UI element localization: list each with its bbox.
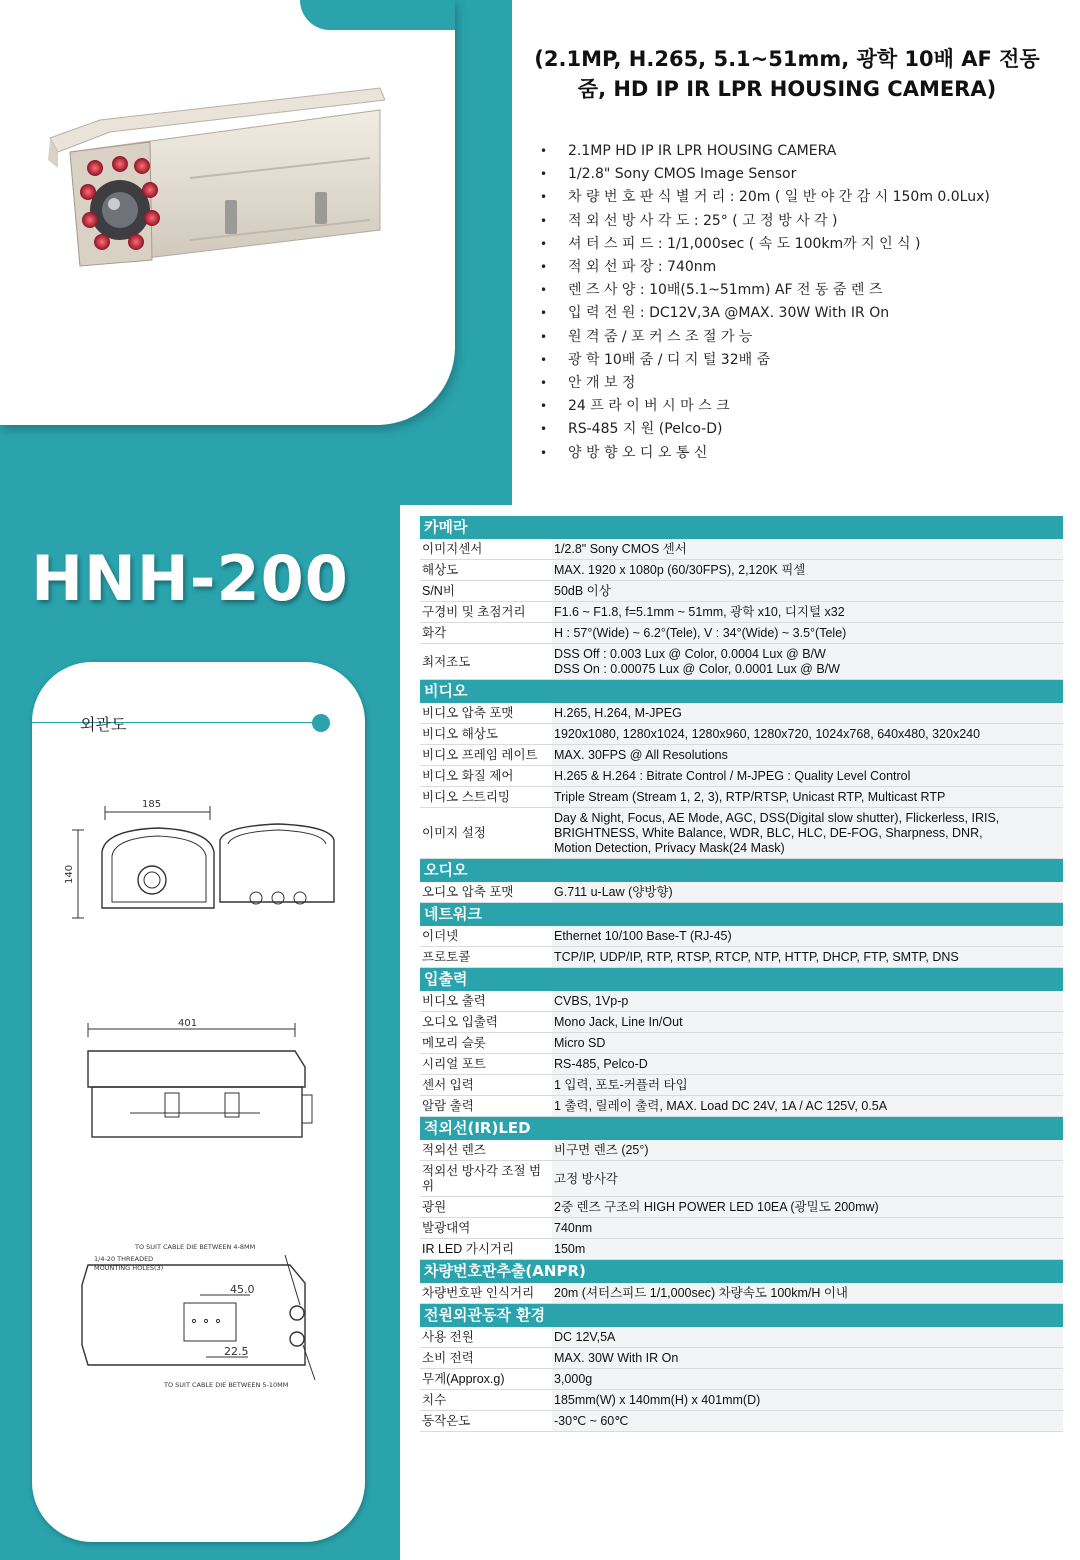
spec-row xyxy=(420,1369,1063,1390)
spec-row xyxy=(420,539,1063,560)
spec-section-header xyxy=(420,903,1063,927)
page-title xyxy=(512,44,1062,104)
spec-value-line: Triple Stream (Stream 1, 2, 3), RTP/RTSP, Unicast RTP, Multicast RTP xyxy=(554,790,946,804)
spec-value xyxy=(552,1096,1063,1117)
side-view-drawing xyxy=(60,1015,360,1150)
spec-row xyxy=(420,1140,1063,1161)
spec-value xyxy=(552,602,1063,623)
dim-length-text: 401 xyxy=(178,1018,198,1029)
spec-section-title: 적외선(IR)LED xyxy=(420,1117,1063,1141)
drawing-divider xyxy=(32,722,322,723)
spec-row xyxy=(420,703,1063,724)
spec-value xyxy=(552,1239,1063,1260)
spec-label: 오디오 압축 포맷 xyxy=(420,882,552,903)
spec-value-line: 고정 방사각 xyxy=(554,1171,618,1186)
spec-value xyxy=(552,1390,1063,1411)
spec-label: 무게(Approx.g) xyxy=(420,1369,552,1390)
spec-label: 이미지센서 xyxy=(420,539,552,560)
spec-row xyxy=(420,947,1063,968)
spec-value xyxy=(552,581,1063,602)
drawing-label: 외관도 xyxy=(80,715,127,734)
feature-item: • 2.1MP HD IP IR LPR HOUSING CAMERA xyxy=(540,140,1060,163)
spec-section-header xyxy=(420,1304,1063,1328)
model-name: HNH-200 xyxy=(31,542,349,615)
spec-label: 화각 xyxy=(420,623,552,644)
spec-label: 이더넷 xyxy=(420,926,552,947)
spec-section-header xyxy=(420,968,1063,992)
spec-section-title: 입출력 xyxy=(420,968,1063,992)
spec-value xyxy=(552,991,1063,1012)
spec-value-line: Ethernet 10/100 Base-T (RJ-45) xyxy=(554,929,732,943)
spec-value-line: 185mm(W) x 140mm(H) x 401mm(D) xyxy=(554,1393,761,1407)
spec-label: 구경비 및 초점거리 xyxy=(420,602,552,623)
spec-value-line: 20m (셔터스피드 1/1,000sec) 차량속도 100km/H 이내 xyxy=(554,1286,849,1300)
spec-section-title: 전원외관동작 환경 xyxy=(420,1304,1063,1328)
spec-value-line: DSS Off : 0.003 Lux @ Color, 0.0004 Lux @ B/W xyxy=(554,647,826,661)
spec-label: S/N비 xyxy=(420,581,552,602)
spec-value-line: MAX. 1920 x 1080p (60/30FPS), 2,120K 픽셀 xyxy=(554,563,806,577)
rear-view-drawing xyxy=(60,1235,360,1395)
spec-label: 치수 xyxy=(420,1390,552,1411)
spec-row xyxy=(420,602,1063,623)
spec-section-header xyxy=(420,859,1063,883)
spec-value xyxy=(552,724,1063,745)
spec-value-line: H.265 & H.264 : Bitrate Control / M-JPEG : Quality Level Control xyxy=(554,769,911,783)
spec-value xyxy=(552,1140,1063,1161)
spec-row xyxy=(420,1218,1063,1239)
spec-row xyxy=(420,1096,1063,1117)
spec-section-header xyxy=(420,680,1063,704)
spec-value-line: 150m xyxy=(554,1242,586,1256)
spec-section-title: 오디오 xyxy=(420,859,1063,883)
spec-label: 최저조도 xyxy=(420,644,552,680)
spec-value-line: 1920x1080, 1280x1024, 1280x960, 1280x720, 1024x768, 640x480, 320x240 xyxy=(554,727,981,741)
feature-item: • RS-485 지 원 (Pelco-D) xyxy=(540,418,1060,441)
spec-value xyxy=(552,745,1063,766)
spec-value-line: MAX. 30FPS @ All Resolutions xyxy=(554,748,728,762)
spec-section-title: 카메라 xyxy=(420,516,1063,539)
spec-label: 동작온도 xyxy=(420,1411,552,1432)
spec-section-header xyxy=(420,1260,1063,1284)
spec-row xyxy=(420,745,1063,766)
spec-value-line: G.711 u-Law (양방향) xyxy=(554,885,673,899)
spec-row xyxy=(420,644,1063,680)
spec-table xyxy=(420,516,1063,1432)
spec-row xyxy=(420,926,1063,947)
spec-row xyxy=(420,766,1063,787)
spec-label: 메모리 슬롯 xyxy=(420,1033,552,1054)
spec-label: 적외선 방사각 조절 범위 xyxy=(420,1161,552,1197)
front-view-drawing xyxy=(60,790,360,935)
spec-value-line: BRIGHTNESS, White Balance, WDR, BLC, HLC, DE-FOG, Sharpness, DNR, xyxy=(554,826,983,840)
spec-value xyxy=(552,882,1063,903)
spec-value-line: 1 출력, 릴레이 출력, MAX. Load DC 24V, 1A / AC 125V, 0.5A xyxy=(554,1099,888,1113)
product-photo-card xyxy=(0,0,455,425)
dim-height-text: 140 xyxy=(64,864,75,884)
spec-value xyxy=(552,560,1063,581)
spec-label: 적외선 렌즈 xyxy=(420,1140,552,1161)
spec-label: 광원 xyxy=(420,1197,552,1218)
spec-value xyxy=(552,1033,1063,1054)
spec-section-title: 네트워크 xyxy=(420,903,1063,927)
spec-value-line: CVBS, 1Vp-p xyxy=(554,994,629,1008)
spec-section-header xyxy=(420,1117,1063,1141)
spec-label: 시리얼 포트 xyxy=(420,1054,552,1075)
feature-item: • 광 학 10배 줌 / 디 지 털 32배 줌 xyxy=(540,349,1060,372)
spec-value xyxy=(552,1075,1063,1096)
spec-label: 해상도 xyxy=(420,560,552,581)
spec-section-header xyxy=(420,516,1063,539)
spec-value xyxy=(552,808,1063,859)
spec-value xyxy=(552,787,1063,808)
spec-value xyxy=(552,1161,1063,1197)
dim-width-text: 185 xyxy=(142,799,162,810)
feature-item: • 입 력 전 원 : DC12V,3A @MAX. 30W With IR On xyxy=(540,302,1060,325)
note-bottom-text: TO SUIT CABLE DIE BETWEEN 5-10MM xyxy=(164,1381,289,1389)
spec-value xyxy=(552,947,1063,968)
feature-item: • 안 개 보 정 xyxy=(540,372,1060,395)
spec-label: 센서 입력 xyxy=(420,1075,552,1096)
spec-value xyxy=(552,644,1063,680)
drawing-dot xyxy=(312,714,330,732)
spec-label: 비디오 출력 xyxy=(420,991,552,1012)
spec-value-line: -30℃ ~ 60℃ xyxy=(554,1414,629,1428)
feature-item: • 1/2.8" Sony CMOS Image Sensor xyxy=(540,163,1060,186)
feature-item: • 차 량 번 호 판 식 별 거 리 : 20m ( 일 반 야 간 감 시 150m 0.0Lux) xyxy=(540,186,1060,209)
feature-item: • 셔 터 스 피 드 : 1/1,000sec ( 속 도 100km까 지 인 식 ) xyxy=(540,233,1060,256)
spec-value xyxy=(552,1197,1063,1218)
spec-label: 비디오 프레임 레이트 xyxy=(420,745,552,766)
feature-item: • 원 격 줌 / 포 커 스 조 절 가 능 xyxy=(540,326,1060,349)
spec-label: IR LED 가시거리 xyxy=(420,1239,552,1260)
camera-photo xyxy=(40,80,385,270)
spec-value xyxy=(552,1369,1063,1390)
spec-row xyxy=(420,1411,1063,1432)
spec-value-line: Mono Jack, Line In/Out xyxy=(554,1015,683,1029)
spec-label: 오디오 입출력 xyxy=(420,1012,552,1033)
spec-value xyxy=(552,1283,1063,1304)
spec-value-line: 비구면 렌즈 (25°) xyxy=(554,1143,649,1157)
spec-row xyxy=(420,1033,1063,1054)
spec-value-line: 1/2.8" Sony CMOS 센서 xyxy=(554,542,687,556)
spec-value xyxy=(552,766,1063,787)
spec-label: 사용 전원 xyxy=(420,1327,552,1348)
spec-label: 이미지 설정 xyxy=(420,808,552,859)
spec-row xyxy=(420,1054,1063,1075)
spec-value-line: 3,000g xyxy=(554,1372,593,1386)
spec-row xyxy=(420,1161,1063,1197)
spec-value-line: Micro SD xyxy=(554,1036,606,1050)
spec-row xyxy=(420,1348,1063,1369)
spec-value-line: 50dB 이상 xyxy=(554,584,611,598)
spec-value-line: H.265, H.264, M-JPEG xyxy=(554,706,682,720)
spec-row xyxy=(420,1197,1063,1218)
spec-value-line: 740nm xyxy=(554,1221,593,1235)
spec-label: 소비 전력 xyxy=(420,1348,552,1369)
feature-item: • 적 외 선 방 사 각 도 : 25° ( 고 정 방 사 각 ) xyxy=(540,210,1060,233)
title-line-1: (2.1MP, H.265, 5.1~51mm, 광학 10배 AF 전동 xyxy=(534,47,1040,71)
spec-value xyxy=(552,926,1063,947)
spec-value xyxy=(552,1411,1063,1432)
spec-value-line: RS-485, Pelco-D xyxy=(554,1057,648,1071)
spec-row xyxy=(420,560,1063,581)
spec-value-line: MAX. 30W With IR On xyxy=(554,1351,679,1365)
spec-value-line: 1 입력, 포토-커플러 타입 xyxy=(554,1078,688,1092)
spec-label: 비디오 해상도 xyxy=(420,724,552,745)
spec-label: 비디오 스트리밍 xyxy=(420,787,552,808)
note-top-text: TO SUIT CABLE DIE BETWEEN 4-8MM xyxy=(135,1243,256,1251)
spec-value-line: F1.6 ~ F1.8, f=5.1mm ~ 51mm, 광학 x10, 디지털 x32 xyxy=(554,605,845,619)
feature-item: • 양 방 향 오 디 오 통 신 xyxy=(540,442,1060,465)
spec-value xyxy=(552,703,1063,724)
spec-row xyxy=(420,724,1063,745)
photo-card-corner xyxy=(300,0,455,30)
spec-value xyxy=(552,623,1063,644)
spec-row xyxy=(420,581,1063,602)
spec-value xyxy=(552,1012,1063,1033)
spec-row xyxy=(420,1327,1063,1348)
title-line-2: 줌, HD IP IR LPR HOUSING CAMERA) xyxy=(577,77,997,101)
note-threaded-text: 1/4-20 THREADED xyxy=(94,1255,154,1263)
spec-row xyxy=(420,1075,1063,1096)
spec-value xyxy=(552,1327,1063,1348)
spec-value-line: TCP/IP, UDP/IP, RTP, RTSP, RTCP, NTP, HTTP, DHCP, FTP, SMTP, DNS xyxy=(554,950,959,964)
spec-value-line: DC 12V,5A xyxy=(554,1330,616,1344)
spec-section-title: 비디오 xyxy=(420,680,1063,704)
spec-label: 차량번호판 인식거리 xyxy=(420,1283,552,1304)
spec-value xyxy=(552,1054,1063,1075)
spec-row xyxy=(420,1283,1063,1304)
spec-row xyxy=(420,1390,1063,1411)
spec-label: 알람 출력 xyxy=(420,1096,552,1117)
spec-value-line: Day & Night, Focus, AE Mode, AGC, DSS(Digital slow shutter), Flickerless, IRIS, xyxy=(554,811,1000,825)
spec-value-line: DSS On : 0.00075 Lux @ Color, 0.0001 Lux @ B/W xyxy=(554,662,840,676)
spec-label: 발광대역 xyxy=(420,1218,552,1239)
feature-item: • 렌 즈 사 양 : 10배(5.1~51mm) AF 전 동 줌 렌 즈 xyxy=(540,279,1060,302)
spec-row xyxy=(420,991,1063,1012)
spec-label: 프로토콜 xyxy=(420,947,552,968)
spec-label: 비디오 압축 포맷 xyxy=(420,703,552,724)
spec-row xyxy=(420,623,1063,644)
feature-item: • 적 외 선 파 장 : 740nm xyxy=(540,256,1060,279)
spec-section-title: 차량번호판추출(ANPR) xyxy=(420,1260,1063,1284)
spec-value xyxy=(552,539,1063,560)
spec-row xyxy=(420,1239,1063,1260)
feature-list xyxy=(540,140,1060,465)
spec-value xyxy=(552,1218,1063,1239)
spec-value xyxy=(552,1348,1063,1369)
spec-row xyxy=(420,808,1063,859)
spec-value-line: H : 57°(Wide) ~ 6.2°(Tele), V : 34°(Wide) ~ 3.5°(Tele) xyxy=(554,626,847,640)
dim-45-text: 45.0 xyxy=(230,1283,255,1296)
spec-row xyxy=(420,882,1063,903)
spec-row xyxy=(420,787,1063,808)
dim-22-text: 22.5 xyxy=(224,1345,249,1358)
note-mounting-text: MOUNTING HOLES(3) xyxy=(94,1264,164,1272)
spec-label: 비디오 화질 제어 xyxy=(420,766,552,787)
feature-item: • 24 프 라 이 버 시 마 스 크 xyxy=(540,395,1060,418)
spec-row xyxy=(420,1012,1063,1033)
spec-value-line: Motion Detection, Privacy Mask(24 Mask) xyxy=(554,841,785,855)
spec-value-line: 2중 렌즈 구조의 HIGH POWER LED 10EA (광밀도 200mw) xyxy=(554,1200,879,1214)
